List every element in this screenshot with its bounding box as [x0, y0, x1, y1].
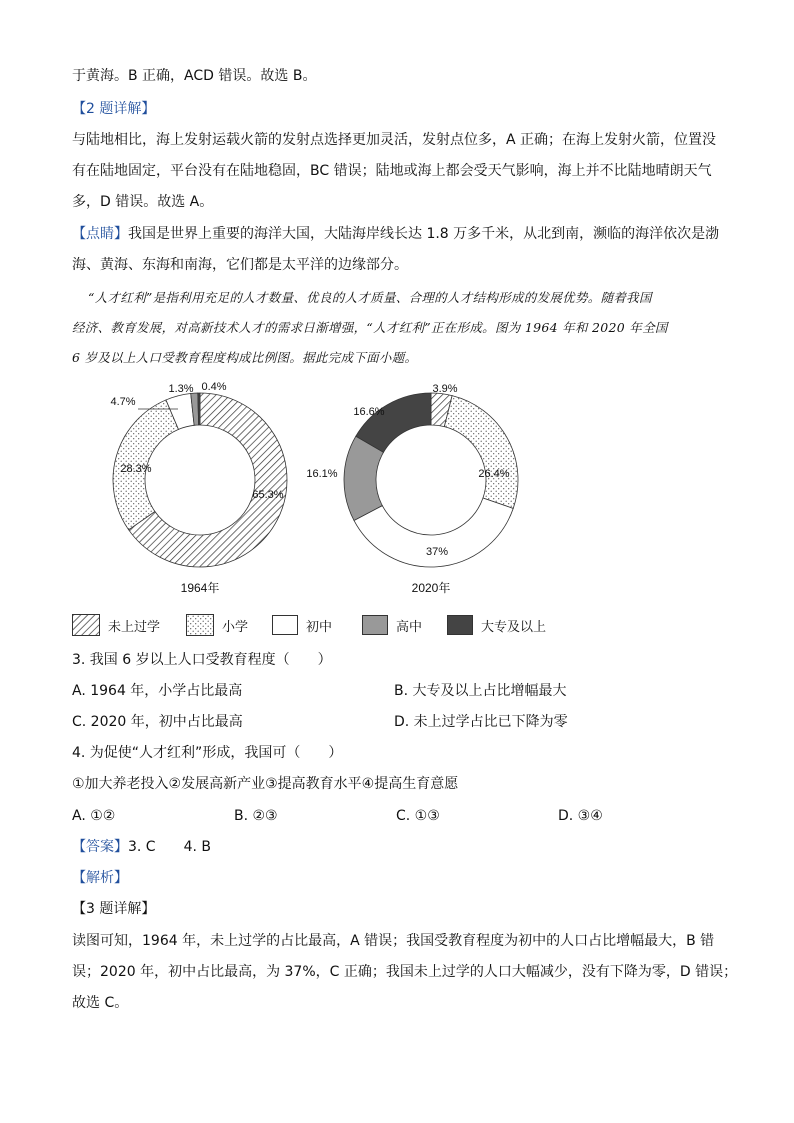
option-b: B. 大专及以上占比增幅最大	[394, 683, 567, 699]
option-c: C. 2020 年，初中占比最高	[72, 714, 243, 730]
legend-item	[186, 613, 248, 637]
option-c: C. ①③	[396, 808, 440, 824]
text-line: 于黄海。B 正确，ACD 错误。故选 B。	[72, 68, 317, 84]
legend-label: 高中	[396, 619, 423, 635]
donut-charts	[0, 370, 794, 610]
question-stem: 3. 我国 6 岁以上人口受教育程度（ ）	[72, 652, 332, 668]
chart-legend	[72, 613, 552, 637]
answer-text: 3. C 4. B	[128, 839, 211, 855]
option-d: D. 未上过学占比已下降为零	[394, 714, 568, 730]
legend-swatch-dark	[447, 615, 473, 635]
legend-label: 大专及以上	[481, 619, 547, 635]
legend-label: 小学	[222, 619, 249, 635]
text-line: 误；2020 年，初中占比最高，为 37%，C 正确；我国未上过学的人口大幅减少，没有下降为零，D 错误；	[72, 964, 738, 980]
legend-swatch-dots	[186, 614, 214, 636]
text-line: 海、黄海、东海和南海，它们都是太平洋的边缘部分。	[72, 257, 408, 273]
section-heading: 【2 题详解】	[72, 101, 156, 117]
data-label: 4.7%	[110, 396, 136, 408]
slice-primary	[444, 396, 518, 509]
slice-college	[198, 393, 200, 425]
text-line: 读图可知，1964 年，未上过学的占比最高，A 错误；我国受教育程度为初中的人口占比增幅最大，B 错	[72, 933, 715, 949]
option-d: D. ③④	[558, 808, 603, 824]
legend-swatch-hatch	[72, 614, 100, 636]
legend-label: 初中	[306, 619, 333, 635]
question-options-list: ①加大养老投入②发展高新产业③提高教育水平④提高生育意愿	[72, 776, 459, 792]
data-label: 1.3%	[168, 383, 194, 395]
section-heading: 【3 题详解】	[72, 901, 156, 917]
chart-title: 1964年	[180, 581, 220, 595]
text-line: 多，D 错误。故选 A。	[72, 194, 214, 210]
answer-line	[72, 837, 211, 857]
answer-tag: 【答案】	[72, 839, 128, 855]
legend-label: 未上过学	[108, 619, 161, 635]
data-label: 16.6%	[353, 406, 385, 418]
option-a: A. 1964 年，小学占比最高	[72, 683, 243, 699]
legend-item	[447, 613, 546, 637]
data-label: 37%	[425, 546, 449, 558]
legend-item	[272, 613, 332, 637]
data-label: 28.3%	[120, 463, 152, 475]
legend-item	[362, 613, 422, 637]
text-line: 与陆地相比，海上发射运载火箭的发射点选择更加灵活，发射点位多，A 正确；在海上发射火箭，位置没	[72, 132, 717, 148]
passage-line: “人才红利”是指利用充足的人才数量、优良的人才质量、合理的人才结构形成的发展优势。随着我国	[88, 290, 652, 305]
data-label: 3.9%	[432, 383, 458, 395]
text-line: 故选 C。	[72, 995, 129, 1011]
data-label: 16.1%	[306, 468, 338, 480]
data-label: 0.4%	[201, 381, 227, 393]
passage-line: 经济、教育发展，对高新技术人才的需求日渐增强，“人才红利”正在形成。图为 1964 年和 2020 年全国	[72, 320, 668, 335]
text-line: 有在陆地固定，平台没有在陆地稳固，BC 错误；陆地或海上都会受天气影响，海上并不比陆地晴朗天气	[72, 163, 712, 179]
legend-swatch-gray	[362, 615, 388, 635]
option-a: A. ①②	[72, 808, 116, 824]
analysis-heading: 【解析】	[72, 870, 128, 886]
data-label: 65.3%	[252, 489, 284, 501]
question-stem: 4. 为促使“人才红利”形成，我国可（ ）	[72, 745, 343, 761]
tip-text: 我国是世界上重要的海洋大国，大陆海岸线长达 1.8 万多千米，从北到南，濒临的海洋依次是渤	[128, 226, 720, 242]
option-b: B. ②③	[234, 808, 278, 824]
tip-tag: 【点睛】	[72, 226, 128, 242]
passage-line: 6 岁及以上人口受教育程度构成比例图。据此完成下面小题。	[72, 350, 418, 365]
text-line	[72, 224, 719, 244]
chart-title: 2020年	[411, 581, 451, 595]
legend-item	[72, 613, 160, 637]
legend-swatch-white	[272, 615, 298, 635]
data-label: 26.4%	[478, 468, 510, 480]
